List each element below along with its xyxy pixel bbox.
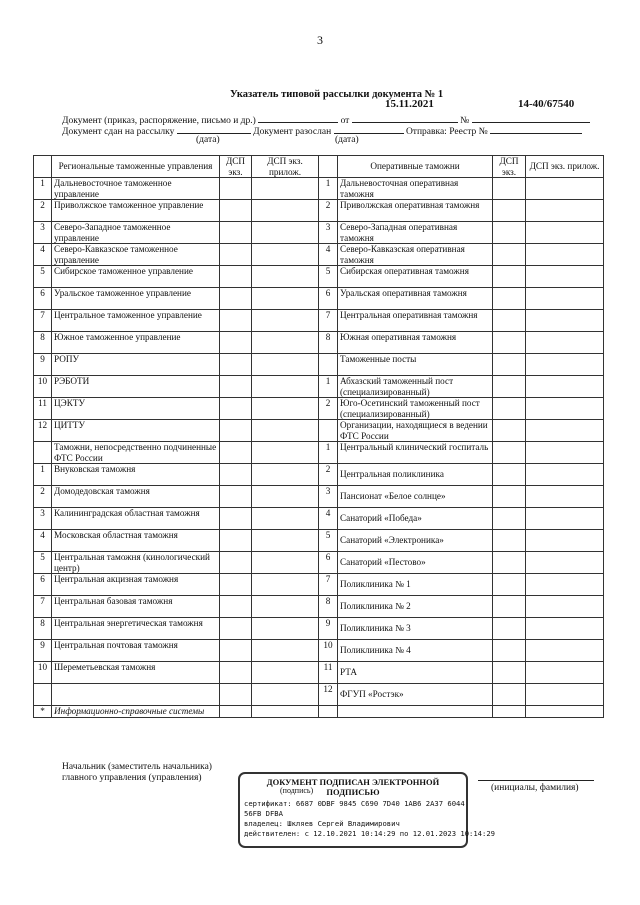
stamp-certificate: сертификат: 6687 0DBF 9845 C690 7D40 1AB6 2A37 6044 (244, 799, 465, 808)
row-right-name: Таможенные посты (338, 354, 493, 376)
row-right-dsp-prilozh[interactable] (526, 266, 604, 288)
row-right-dsp-prilozh[interactable] (526, 662, 604, 684)
row-left-name: Сибирское таможенное управление (52, 266, 220, 288)
row-left-dsp[interactable] (220, 288, 252, 310)
row-left-name: РЭБОТИ (52, 376, 220, 398)
row-right-dsp[interactable] (493, 332, 526, 354)
table-row (34, 706, 604, 718)
row-left-name: Центральная таможня (кинологический центр) (52, 552, 220, 574)
row-right-number (319, 420, 338, 442)
row-left-dsp-prilozh[interactable] (252, 266, 319, 288)
row-left-number: 11 (34, 398, 52, 420)
row-left-name: Центральная акцизная таможня (52, 574, 220, 596)
row-left-dsp[interactable] (220, 222, 252, 244)
table-row (34, 266, 604, 288)
row-left-dsp-prilozh[interactable] (252, 464, 319, 486)
signatory-position (62, 762, 212, 784)
row-right-dsp[interactable] (493, 222, 526, 244)
row-right-dsp-prilozh[interactable] (526, 310, 604, 332)
row-right-dsp-prilozh[interactable] (526, 552, 604, 574)
row-right-dsp[interactable] (493, 596, 526, 618)
row-left-number: 2 (34, 486, 52, 508)
row-right-name: Абхазский таможенный пост (специализированный) (338, 376, 493, 398)
head-left-title: Региональные таможенные управления (52, 156, 220, 178)
row-right-dsp[interactable] (493, 420, 526, 442)
form-number-field[interactable] (472, 113, 590, 123)
row-right-name: Центральная поликлиника (338, 464, 493, 486)
row-right-dsp-prilozh[interactable] (526, 530, 604, 552)
form-number-label: № (460, 116, 470, 126)
row-left-number: 6 (34, 574, 52, 596)
stamp-title-1: ДОКУМЕНТ ПОДПИСАН ЭЛЕКТРОННОЙ (266, 777, 440, 787)
table-row (34, 178, 604, 200)
row-right-dsp-prilozh[interactable] (526, 464, 604, 486)
row-left-number: 5 (34, 266, 52, 288)
row-left-name (52, 684, 220, 706)
row-left-dsp-prilozh[interactable] (252, 508, 319, 530)
row-right-dsp-prilozh[interactable] (526, 508, 604, 530)
row-left-dsp-prilozh[interactable] (252, 332, 319, 354)
table-row (34, 508, 604, 530)
row-left-number: 8 (34, 332, 52, 354)
table-row (34, 640, 604, 662)
form-from-label: от (340, 116, 350, 126)
row-right-dsp[interactable] (493, 310, 526, 332)
form-sent-field[interactable] (334, 124, 404, 134)
row-left-number: 3 (34, 222, 52, 244)
table-row (34, 332, 604, 354)
head-dsp-left: ДСП экз. (220, 156, 252, 178)
row-left-dsp-prilozh[interactable] (252, 420, 319, 442)
row-left-dsp-prilozh[interactable] (252, 376, 319, 398)
row-left-dsp-prilozh[interactable] (252, 310, 319, 332)
table-row (34, 420, 604, 442)
row-right-number: 6 (319, 552, 338, 574)
row-left-name: Центральная базовая таможня (52, 596, 220, 618)
signature-caption: (подпись) (280, 786, 314, 795)
row-right-dsp-prilozh[interactable] (526, 486, 604, 508)
row-right-number: 8 (319, 332, 338, 354)
date-caption-2: (дата) (335, 135, 359, 145)
form-submitted-field[interactable] (177, 124, 251, 134)
row-left-dsp-prilozh[interactable] (252, 398, 319, 420)
form-submitted-label: Документ сдан на рассылку (62, 127, 175, 137)
row-right-number: 8 (319, 596, 338, 618)
row-right-name: Южная оперативная таможня (338, 332, 493, 354)
row-right-dsp[interactable] (493, 552, 526, 574)
row-left-dsp[interactable] (220, 574, 252, 596)
row-left-number: 10 (34, 376, 52, 398)
row-right-number: 6 (319, 288, 338, 310)
row-left-dsp[interactable] (220, 530, 252, 552)
row-left-number: 12 (34, 420, 52, 442)
row-right-name: Северо-Кавказская оперативная таможня (338, 244, 493, 266)
row-left-dsp-prilozh[interactable] (252, 574, 319, 596)
row-right-name: Северо-Западная оперативная таможня (338, 222, 493, 244)
row-right-name: ФГУП «Ростэк» (338, 684, 493, 706)
row-left-name: Центральная почтовая таможня (52, 640, 220, 662)
table-row (34, 596, 604, 618)
form-from-field[interactable] (352, 113, 458, 123)
row-right-dsp-prilozh[interactable] (526, 222, 604, 244)
row-right-dsp-prilozh[interactable] (526, 200, 604, 222)
row-right-number: 10 (319, 640, 338, 662)
row-right-name: Центральная оперативная таможня (338, 310, 493, 332)
page-number: 3 (317, 33, 323, 47)
row-right-name: Поликлиника № 1 (338, 574, 493, 596)
row-left-dsp-prilozh[interactable] (252, 596, 319, 618)
table-row (34, 552, 604, 574)
row-right-number: 4 (319, 244, 338, 266)
table-row (34, 684, 604, 706)
row-left-dsp[interactable] (220, 200, 252, 222)
stamp-certificate-2: 56FB DFBA (244, 809, 283, 818)
row-left-dsp-prilozh[interactable] (252, 354, 319, 376)
row-right-dsp[interactable] (493, 200, 526, 222)
table-row (34, 486, 604, 508)
row-left-dsp-prilozh[interactable] (252, 200, 319, 222)
row-right-number: 5 (319, 266, 338, 288)
row-left-number: 9 (34, 354, 52, 376)
table-row (34, 662, 604, 684)
row-right-number: 5 (319, 530, 338, 552)
date-caption-1: (дата) (196, 135, 220, 145)
row-left-name: Калининградская областная таможня (52, 508, 220, 530)
row-left-dsp-prilozh[interactable] (252, 486, 319, 508)
row-left-number: 4 (34, 530, 52, 552)
row-left-dsp[interactable] (220, 332, 252, 354)
row-left-number: 7 (34, 310, 52, 332)
row-right-dsp[interactable] (493, 266, 526, 288)
row-right-number: 7 (319, 574, 338, 596)
row-left-number: * (34, 706, 52, 718)
row-left-number: 1 (34, 178, 52, 200)
head-right-title: Оперативные таможни (338, 156, 493, 178)
row-right-number (319, 354, 338, 376)
row-right-dsp[interactable] (493, 574, 526, 596)
table-row (34, 442, 604, 464)
row-right-dsp-prilozh[interactable] (526, 244, 604, 266)
head-dsp-prilozh-right: ДСП экз. прилож. (526, 156, 604, 178)
name-line (478, 780, 594, 781)
row-right-number: 1 (319, 376, 338, 398)
row-right-dsp-prilozh[interactable] (526, 640, 604, 662)
row-left-number (34, 442, 52, 464)
row-right-name: Поликлиника № 3 (338, 618, 493, 640)
row-left-name: Шереметьевская таможня (52, 662, 220, 684)
table-row (34, 398, 604, 420)
row-right-number: 9 (319, 618, 338, 640)
row-left-number: 7 (34, 596, 52, 618)
row-right-dsp-prilozh[interactable] (526, 420, 604, 442)
row-left-dsp[interactable] (220, 442, 252, 464)
row-left-name: ЦЭКТУ (52, 398, 220, 420)
form-registry-field[interactable] (490, 124, 582, 134)
row-left-name: Центральное таможенное управление (52, 310, 220, 332)
head-num-right (319, 156, 338, 178)
row-right-name: Юго-Осетинский таможенный пост (специализированный) (338, 398, 493, 420)
row-left-dsp[interactable] (220, 398, 252, 420)
head-dsp-prilozh-left: ДСП экз. прилож. (252, 156, 319, 178)
row-right-dsp-prilozh[interactable] (526, 618, 604, 640)
stamp-title-2: ПОДПИСЬЮ (326, 787, 380, 797)
document-date: 15.11.2021 (385, 98, 434, 110)
row-right-dsp[interactable] (493, 706, 526, 718)
row-right-dsp[interactable] (493, 288, 526, 310)
row-right-dsp-prilozh[interactable] (526, 288, 604, 310)
table-row (34, 200, 604, 222)
row-right-dsp[interactable] (493, 442, 526, 464)
form-doc-field[interactable] (258, 113, 338, 123)
row-left-dsp[interactable] (220, 178, 252, 200)
row-left-dsp-prilozh[interactable] (252, 640, 319, 662)
row-left-dsp[interactable] (220, 464, 252, 486)
row-left-dsp-prilozh[interactable] (252, 552, 319, 574)
row-right-number: 7 (319, 310, 338, 332)
electronic-signature-stamp (238, 772, 495, 848)
row-right-number: 2 (319, 200, 338, 222)
row-left-dsp-prilozh[interactable] (252, 442, 319, 464)
row-left-name: ЦИТТУ (52, 420, 220, 442)
row-left-dsp[interactable] (220, 640, 252, 662)
row-right-dsp-prilozh[interactable] (526, 398, 604, 420)
row-right-dsp[interactable] (493, 398, 526, 420)
signatory-position-line1: Начальник (заместитель начальника) (62, 762, 212, 772)
table-row (34, 618, 604, 640)
row-right-dsp[interactable] (493, 354, 526, 376)
row-right-dsp[interactable] (493, 244, 526, 266)
table-row (34, 530, 604, 552)
row-right-dsp[interactable] (493, 530, 526, 552)
row-left-dsp[interactable] (220, 420, 252, 442)
row-left-dsp[interactable] (220, 310, 252, 332)
name-caption: (инициалы, фамилия) (491, 783, 579, 793)
signatory-position-line2: главного управления (управления) (62, 773, 202, 783)
form-line-2 (62, 124, 582, 137)
row-right-number: 11 (319, 662, 338, 684)
row-left-number: 1 (34, 464, 52, 486)
stamp-owner: владелец: Шкляев Сергей Владимирович (244, 819, 400, 828)
row-right-number: 4 (319, 508, 338, 530)
head-num-left (34, 156, 52, 178)
row-left-number: 2 (34, 200, 52, 222)
head-dsp-right: ДСП экз. (493, 156, 526, 178)
row-right-dsp[interactable] (493, 618, 526, 640)
row-left-dsp[interactable] (220, 618, 252, 640)
row-right-name: РТА (338, 662, 493, 684)
table-row (34, 464, 604, 486)
row-left-dsp[interactable] (220, 376, 252, 398)
row-right-number: 3 (319, 222, 338, 244)
row-right-number: 1 (319, 178, 338, 200)
row-left-name: Приволжское таможенное управление (52, 200, 220, 222)
row-left-number: 6 (34, 288, 52, 310)
row-right-dsp-prilozh[interactable] (526, 684, 604, 706)
row-left-name: Информационно-справочные системы (52, 706, 220, 718)
table-row (34, 574, 604, 596)
row-right-name: Поликлиника № 2 (338, 596, 493, 618)
form-registry-label: Отправка: Реестр № (405, 127, 488, 137)
row-right-dsp-prilozh[interactable] (526, 332, 604, 354)
row-right-dsp[interactable] (493, 178, 526, 200)
row-left-number (34, 684, 52, 706)
row-left-name: Московская областная таможня (52, 530, 220, 552)
row-left-number: 10 (34, 662, 52, 684)
document-title: Указатель типовой рассылки документа № 1 (230, 89, 444, 100)
row-left-dsp[interactable] (220, 486, 252, 508)
table-row (34, 376, 604, 398)
row-left-name: Южное таможенное управление (52, 332, 220, 354)
row-right-name: Санаторий «Победа» (338, 508, 493, 530)
row-right-number: 2 (319, 398, 338, 420)
row-left-dsp-prilozh[interactable] (252, 662, 319, 684)
row-right-name: Санаторий «Электроника» (338, 530, 493, 552)
row-left-dsp-prilozh[interactable] (252, 684, 319, 706)
table-row (34, 244, 604, 266)
registration-number: 14-40/67540 (518, 98, 575, 110)
row-right-name: Организации, находящиеся в ведении ФТС России (338, 420, 493, 442)
row-left-name: Дальневосточное таможенное управление (52, 178, 220, 200)
row-right-dsp-prilozh[interactable] (526, 706, 604, 718)
row-left-dsp[interactable] (220, 508, 252, 530)
row-right-dsp[interactable] (493, 640, 526, 662)
row-left-dsp[interactable] (220, 552, 252, 574)
row-left-dsp[interactable] (220, 684, 252, 706)
row-right-number: 1 (319, 442, 338, 464)
row-left-name: Таможни, непосредственно подчиненные ФТС России (52, 442, 220, 464)
row-left-number: 3 (34, 508, 52, 530)
row-left-number: 9 (34, 640, 52, 662)
row-left-dsp[interactable] (220, 706, 252, 718)
row-right-name: Пансионат «Белое солнце» (338, 486, 493, 508)
row-right-dsp[interactable] (493, 464, 526, 486)
table-row (34, 310, 604, 332)
row-left-number: 8 (34, 618, 52, 640)
row-left-dsp-prilozh[interactable] (252, 706, 319, 718)
row-right-number: 3 (319, 486, 338, 508)
row-right-number (319, 706, 338, 718)
row-right-number: 12 (319, 684, 338, 706)
table-row (34, 222, 604, 244)
row-left-dsp[interactable] (220, 266, 252, 288)
row-left-dsp-prilozh[interactable] (252, 178, 319, 200)
stamp-validity: действителен: с 12.10.2021 10:14:29 по 12.01.2023 10:14:29 (244, 829, 495, 838)
row-left-name: Уральское таможенное управление (52, 288, 220, 310)
row-right-dsp[interactable] (493, 508, 526, 530)
mailing-table (33, 155, 604, 718)
row-left-name: Северо-Кавказское таможенное управление (52, 244, 220, 266)
row-left-number: 4 (34, 244, 52, 266)
table-row (34, 354, 604, 376)
row-right-dsp[interactable] (493, 662, 526, 684)
row-left-dsp-prilozh[interactable] (252, 530, 319, 552)
table-row (34, 288, 604, 310)
row-left-name: Домодедовская таможня (52, 486, 220, 508)
row-right-dsp-prilozh[interactable] (526, 354, 604, 376)
row-right-dsp-prilozh[interactable] (526, 596, 604, 618)
row-left-dsp[interactable] (220, 596, 252, 618)
row-right-number: 2 (319, 464, 338, 486)
row-right-dsp-prilozh[interactable] (526, 574, 604, 596)
row-left-name: РОПУ (52, 354, 220, 376)
form-sent-label: Документ разослан (253, 127, 332, 137)
row-right-name: Уральская оперативная таможня (338, 288, 493, 310)
form-doc-label: Документ (приказ, распоряжение, письмо и др.) (62, 116, 256, 126)
row-right-dsp[interactable] (493, 376, 526, 398)
row-right-name: Дальневосточная оперативная таможня (338, 178, 493, 200)
row-left-name: Внуковская таможня (52, 464, 220, 486)
row-left-name: Северо-Западное таможенное управление (52, 222, 220, 244)
row-right-name: Приволжская оперативная таможня (338, 200, 493, 222)
row-left-dsp-prilozh[interactable] (252, 222, 319, 244)
row-left-dsp[interactable] (220, 354, 252, 376)
row-left-dsp-prilozh[interactable] (252, 618, 319, 640)
row-right-name (338, 706, 493, 718)
row-left-dsp-prilozh[interactable] (252, 244, 319, 266)
row-right-dsp[interactable] (493, 684, 526, 706)
row-right-dsp[interactable] (493, 486, 526, 508)
row-left-dsp[interactable] (220, 662, 252, 684)
row-left-dsp-prilozh[interactable] (252, 288, 319, 310)
row-right-dsp-prilozh[interactable] (526, 442, 604, 464)
row-right-name: Санаторий «Пестово» (338, 552, 493, 574)
row-left-dsp[interactable] (220, 244, 252, 266)
row-left-name: Центральная энергетическая таможня (52, 618, 220, 640)
row-right-dsp-prilozh[interactable] (526, 178, 604, 200)
row-right-name: Центральный клинический госпиталь (338, 442, 493, 464)
row-right-name: Поликлиника № 4 (338, 640, 493, 662)
row-right-name: Сибирская оперативная таможня (338, 266, 493, 288)
row-right-dsp-prilozh[interactable] (526, 376, 604, 398)
row-left-number: 5 (34, 552, 52, 574)
